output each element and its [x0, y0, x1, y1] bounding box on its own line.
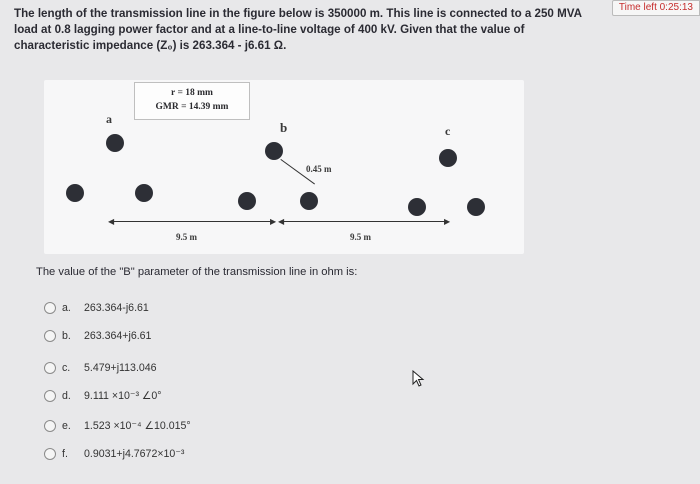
conductor-gmr-label: GMR = 14.39 mm	[155, 102, 229, 112]
option-a[interactable]	[44, 300, 149, 316]
spacing-right-label: 9.5 m	[350, 232, 371, 242]
question-line-2: load at 0.8 lagging power factor and at a line-to-line voltage of 400 kV. Given that the value of	[14, 23, 525, 36]
spacing-left-label: 9.5 m	[176, 232, 197, 242]
conductor-a-right	[135, 184, 153, 202]
radio-icon[interactable]	[44, 330, 56, 342]
phase-a-label: a	[106, 112, 112, 126]
question-line-3: characteristic impedance (Z₀) is 263.364 - j6.61 Ω.	[14, 39, 287, 52]
question-line-1: The length of the transmission line in the figure below is 350000 m. This line is connected to a 250 MVA	[14, 7, 583, 20]
option-text: 5.479+j113.046	[84, 362, 157, 374]
sub-question-text: The value of the "B" parameter of the transmission line in ohm is:	[36, 266, 358, 278]
radio-icon[interactable]	[44, 448, 56, 460]
arrowhead-left-icon: ◀	[108, 217, 115, 226]
option-f[interactable]	[44, 446, 184, 462]
option-text: 263.364+j6.61	[84, 330, 152, 342]
option-text: 1.523 ×10⁻⁴ ∠10.015°	[84, 420, 191, 432]
phase-c-label: c	[445, 124, 451, 138]
radio-icon[interactable]	[44, 420, 56, 432]
arrowhead-mid-right-icon: ◀	[278, 217, 285, 226]
option-c[interactable]	[44, 360, 157, 376]
spacing-left-line	[112, 221, 272, 222]
conductor-b-top	[265, 142, 283, 160]
option-letter: c.	[62, 362, 71, 374]
conductor-dimensions-box	[134, 82, 250, 120]
option-b[interactable]	[44, 328, 151, 344]
conductor-b-left	[238, 192, 256, 210]
mouse-pointer-icon	[412, 370, 426, 388]
radio-icon[interactable]	[44, 390, 56, 402]
option-letter: e.	[62, 420, 71, 432]
conductor-c-top	[439, 149, 457, 167]
bundle-spacing-label: 0.45 m	[306, 164, 332, 174]
conductor-radius-label: r = 18 mm	[171, 88, 213, 98]
phase-b-label: b	[280, 120, 288, 135]
conductor-c-left	[408, 198, 426, 216]
option-e[interactable]	[44, 418, 191, 434]
arrowhead-mid-left-icon: ▶	[270, 217, 277, 226]
option-letter: b.	[62, 330, 71, 342]
conductor-c-right	[467, 198, 485, 216]
spacing-right-line	[280, 221, 448, 222]
question-text	[14, 6, 674, 54]
conductor-b-right	[300, 192, 318, 210]
option-text: 263.364-j6.61	[84, 302, 149, 314]
radio-icon[interactable]	[44, 362, 56, 374]
option-letter: f.	[62, 448, 68, 460]
option-d[interactable]	[44, 388, 162, 404]
time-left-indicator: Time left 0:25:13	[612, 0, 700, 16]
option-letter: a.	[62, 302, 71, 314]
option-text: 0.9031+j4.7672×10⁻³	[84, 448, 185, 460]
conductor-a-left	[66, 184, 84, 202]
conductor-arrangement-figure	[44, 80, 524, 254]
option-text: 9.111 ×10⁻³ ∠0°	[84, 390, 162, 402]
arrowhead-right-icon: ▶	[444, 217, 451, 226]
radio-icon[interactable]	[44, 302, 56, 314]
option-letter: d.	[62, 390, 71, 402]
conductor-a-top	[106, 134, 124, 152]
